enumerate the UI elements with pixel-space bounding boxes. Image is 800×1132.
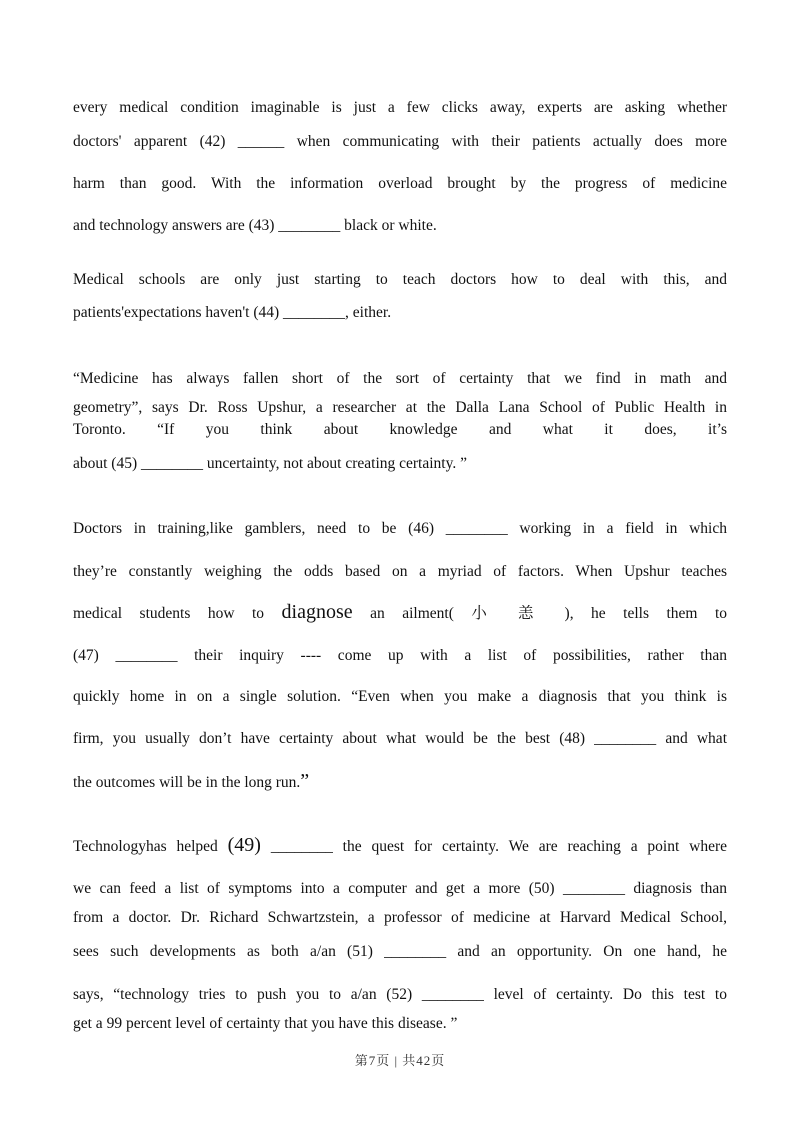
text-line: geometry”, says Dr. Ross Upshur, a researcher at the Dalla Lana School of Public Health in: [73, 399, 727, 416]
closing-quote: ”: [300, 770, 310, 792]
text-line: they’re constantly weighing the odds based on a myriad of factors. When Upshur teaches: [73, 563, 727, 580]
text-line: Toronto. “If you think about knowledge and what it does, it’s: [73, 421, 727, 438]
text-line: says, “technology tries to push you to a/an (52) ________ level of certainty. Do this test to: [73, 986, 727, 1003]
text-line: and technology answers are (43) ________ black or white.: [73, 217, 437, 234]
emphasized-word: diagnose: [281, 601, 353, 623]
text-line: [73, 602, 727, 624]
text-line: we can feed a list of symptoms into a computer and get a more (50) ________ diagnosis than: [73, 880, 727, 897]
text-line: [73, 835, 727, 857]
text-segment: medical students how to: [73, 605, 265, 622]
text-line: get a 99 percent level of certainty that you have this disease. ”: [73, 1015, 458, 1032]
text-line: every medical condition imaginable is just a few clicks away, experts are asking whether: [73, 99, 727, 116]
page-footer: 第7页 | 共42页: [354, 1053, 446, 1068]
text-line: patients'expectations haven't (44) ________, either.: [73, 304, 392, 321]
text-segment: the outcomes will be in the long run.: [73, 774, 301, 791]
text-line: Doctors in training,like gamblers, need to be (46) ________ working in a field in which: [73, 520, 727, 537]
text-line: doctors' apparent (42) ______ when communicating with their patients actually does more: [73, 133, 727, 150]
text-segment: Technologyhas helped: [73, 838, 218, 855]
text-line: [73, 771, 727, 793]
text-line: firm, you usually don’t have certainty about what would be the best (48) ________ and what: [73, 730, 727, 747]
text-line: about (45) ________ uncertainty, not about creating certainty. ”: [73, 455, 467, 472]
text-segment: ________ the quest for certainty. We are reaching a point where: [270, 838, 728, 855]
text-line: harm than good. With the information overload brought by the progress of medicine: [73, 175, 727, 192]
question-number: (49): [227, 834, 261, 856]
text-line: from a doctor. Dr. Richard Schwartzstein, a professor of medicine at Harvard Medical School,: [73, 909, 727, 926]
text-line: “Medicine has always fallen short of the sort of certainty that we find in math and: [73, 370, 727, 387]
text-line: Medical schools are only just starting to teach doctors how to deal with this, and: [73, 271, 727, 288]
text-line: (47) ________ their inquiry ---- come up with a list of possibilities, rather than: [73, 647, 727, 664]
text-line: sees such developments as both a/an (51) ________ and an opportunity. On one hand, he: [73, 943, 727, 960]
text-line: quickly home in on a single solution. “Even when you make a diagnosis that you think is: [73, 688, 727, 705]
text-segment: an ailment( 小 恙 ), he tells them to: [370, 605, 727, 622]
